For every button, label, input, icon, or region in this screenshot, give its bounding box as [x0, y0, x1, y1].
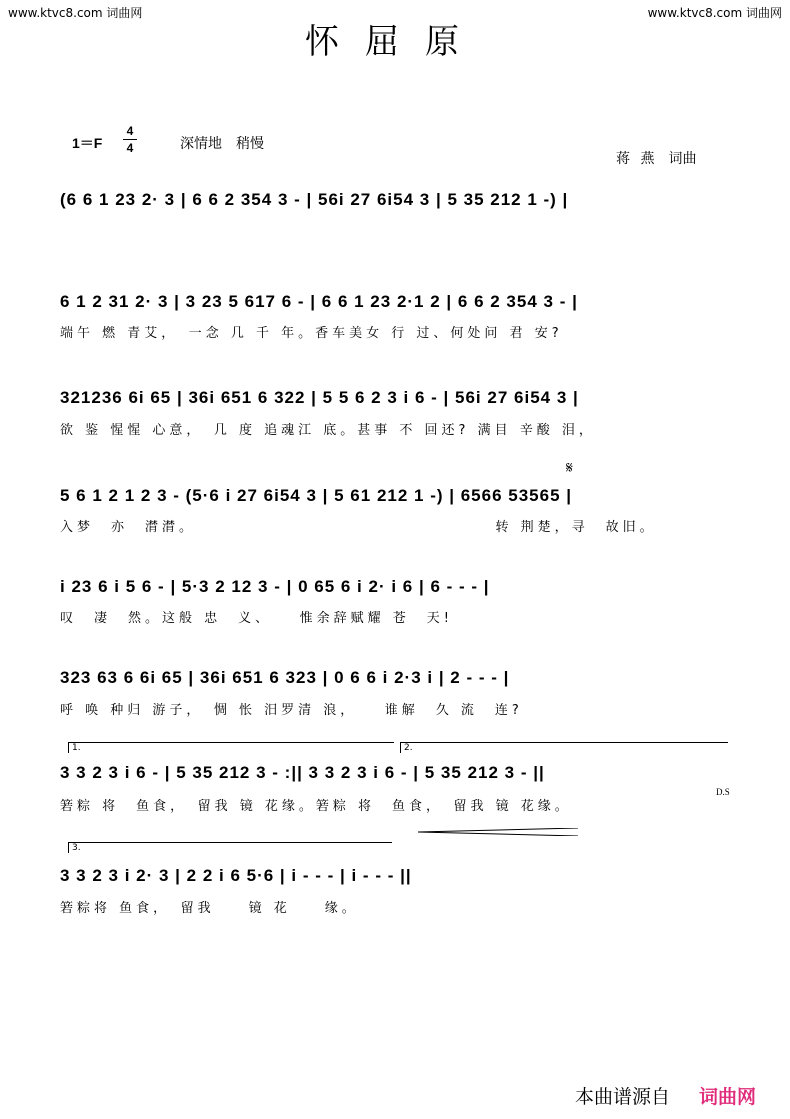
author-credit: 蒋 燕 词曲 — [616, 151, 697, 167]
song-title: 怀屈原 — [305, 22, 485, 62]
lyrics-row-3: 欲 鉴 惺惺 心意， 几 度 追魂江 底。甚事 不 回还? 满目 辛酸 泪， — [60, 423, 596, 438]
footer-site-logo[interactable]: 词曲网 — [698, 1086, 756, 1108]
decrescendo-hairpin — [418, 828, 578, 836]
notes-row-1: (6 6 1 23 2· 3 | 6 6 2 354 3 - | 56i 27 6i54 3 | 5 35 212 1 -) | — [60, 190, 569, 209]
score-row-1 — [60, 190, 740, 230]
lyrics-row-5: 叹 凄 然。这般 忠 义、 惟余辞赋耀 苍 天! — [60, 611, 453, 626]
lyric-row-4 — [60, 516, 740, 556]
lyrics-row-4: 入梦 亦 潸潸。 转 荆楚，寻 故旧。 — [60, 520, 657, 535]
ds-marking: D.S — [716, 787, 730, 797]
volta-3: 3. — [68, 842, 392, 853]
volta-2: 2. — [400, 742, 728, 753]
lyrics-row-7: 箬粽 将 鱼食， 留我 镜 花缘。箬粽 将 鱼食， 留我 镜 花缘。 — [60, 799, 572, 814]
meter-line — [123, 139, 137, 140]
volta-1: 1. — [68, 742, 394, 753]
lyric-row-7 — [60, 795, 740, 835]
lyric-row-5 — [60, 607, 740, 647]
tempo-marking: 深情地 稍慢 — [180, 136, 264, 152]
lyric-row-8 — [60, 897, 740, 937]
footer-source-text: 本曲谱源自 — [574, 1086, 670, 1108]
time-signature — [123, 124, 137, 155]
notes-row-8: 3 3 2 3 i 2· 3 | 2 2 i 6 5·6 | i - - - | i - - - || — [60, 866, 412, 885]
segno-sign: 𝄋 — [566, 458, 573, 477]
meter-bottom: 4 — [126, 141, 134, 155]
key-signature: 1＝F — [72, 135, 103, 151]
notes-row-6: 323 63 6 6i 65 | 36i 651 6 323 | 0 6 6 i 2·3 i | 2 - - - | — [60, 668, 510, 687]
notes-row-3: 321236 6i 65 | 36i 651 6 322 | 5 5 6 2 3 i 6 - | 56i 27 6i54 3 | — [60, 388, 579, 407]
lyric-row-2 — [60, 322, 740, 362]
lyric-row-3 — [60, 419, 740, 459]
meter-top: 4 — [126, 124, 134, 138]
notes-row-4: 5 6 1 2 1 2 3 - (5·6 i 27 6i54 3 | 5 61 212 1 -) | 6566 53565 | — [60, 486, 573, 505]
notes-row-7: 3 3 2 3 i 6 - | 5 35 212 3 - :|| 3 3 2 3 i 6 - | 5 35 212 3 - || — [60, 763, 545, 782]
watermark-right: www.ktvc8.com 词曲网 — [647, 6, 782, 20]
lyrics-row-2: 端午 燃 青艾， 一念 几 千 年。香车美女 行 过、何处问 君 安? — [60, 326, 563, 341]
lyric-row-6 — [60, 699, 740, 739]
notes-row-2: 6 1 2 31 2· 3 | 3 23 5 617 6 - | 6 6 1 23 2·1 2 | 6 6 2 354 3 - | — [60, 292, 578, 311]
lyrics-row-6: 呼 唤 种归 游子， 惆 怅 汨罗清 浪， 谁解 久 流 连? — [60, 703, 523, 718]
notes-row-5: i 23 6 i 5 6 - | 5·3 2 12 3 - | 0 65 6 i 2· i 6 | 6 - - - | — [60, 577, 490, 596]
lyrics-row-8: 箬粽将 鱼食， 留我 镜 花 缘。 — [60, 901, 359, 916]
watermark-left: www.ktvc8.com 词曲网 — [8, 6, 143, 20]
